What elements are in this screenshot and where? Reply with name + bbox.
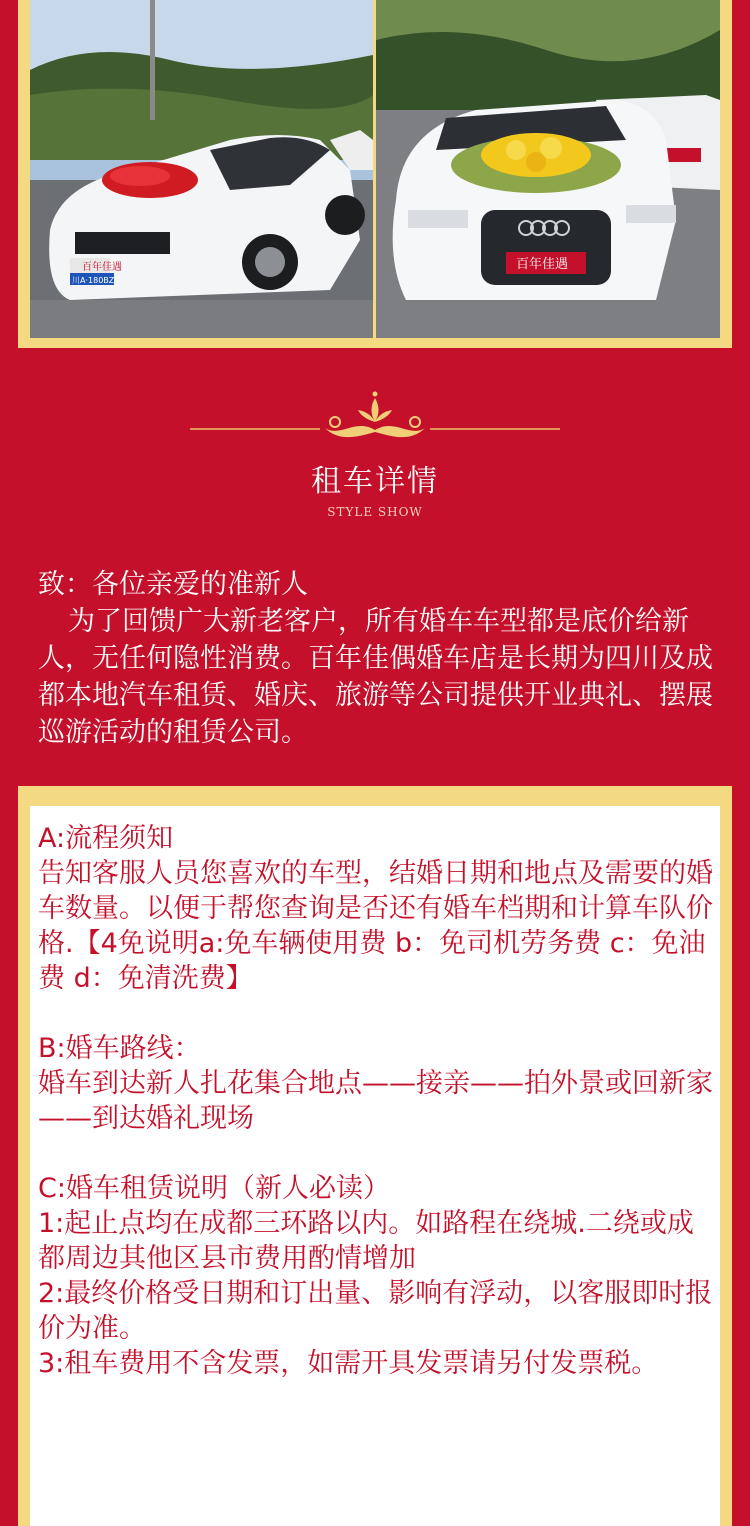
section-c-item-3: 3:租车费用不含发票，如需开具发票请另付发票税。 xyxy=(38,1348,659,1379)
notice-frame xyxy=(18,786,732,1526)
section-c-item-1: 1:起止点均在成都三环路以内。如路程在绕城.二绕或成都周边其他区县市费用酌情增加 xyxy=(38,1208,694,1274)
notice-text xyxy=(38,821,713,1381)
section-c-title: C:婚车租赁说明（新人必读） xyxy=(38,1173,390,1204)
section-subtitle: STYLE SHOW xyxy=(327,505,423,519)
gold-ornament-divider xyxy=(190,388,560,448)
section-c-item-2: 2:最终价格受日期和订出量、影响有浮动，以客服即时报价为准。 xyxy=(38,1278,713,1344)
intro-text xyxy=(38,566,718,751)
wedding-car-photo-audi xyxy=(376,0,720,338)
intro-greeting: 致：各位亲爱的准新人 xyxy=(38,569,308,600)
section-title: 租车详情 xyxy=(311,464,439,499)
notice-panel xyxy=(30,806,720,1526)
section-a-body: 告知客服人员您喜欢的车型，结婚日期和地点及需要的婚车数量。以便于帮您查询是否还有婚车档期和计算车队价格.【4免说明a:免车辆使用费 b：免司机劳务费 c：免油费 d：免清洗费】 xyxy=(38,858,713,994)
intro-body: 为了回馈广大新老客户，所有婚车车型都是底价给新人，无任何隐性消费。百年佳偶婚车店是长期为四川及成都本地汽车租赁、婚庆、旅游等公司提供开业典礼、摆展巡游活动的租赁公司。 xyxy=(38,606,713,748)
left-plate-number: 川A·180BZ xyxy=(72,276,115,285)
photo-frame xyxy=(18,0,732,348)
section-b-title: B:婚车路线： xyxy=(38,1033,201,1064)
wedding-car-photo-bmw xyxy=(30,0,373,338)
section-a-title: A:流程须知 xyxy=(38,823,174,854)
left-plate-label: 百年佳遇 xyxy=(82,262,122,273)
right-plate-label: 百年佳遇 xyxy=(516,257,569,272)
section-b-body: 婚车到达新人扎花集合地点——接亲——拍外景或回新家——到达婚礼现场 xyxy=(38,1068,713,1134)
